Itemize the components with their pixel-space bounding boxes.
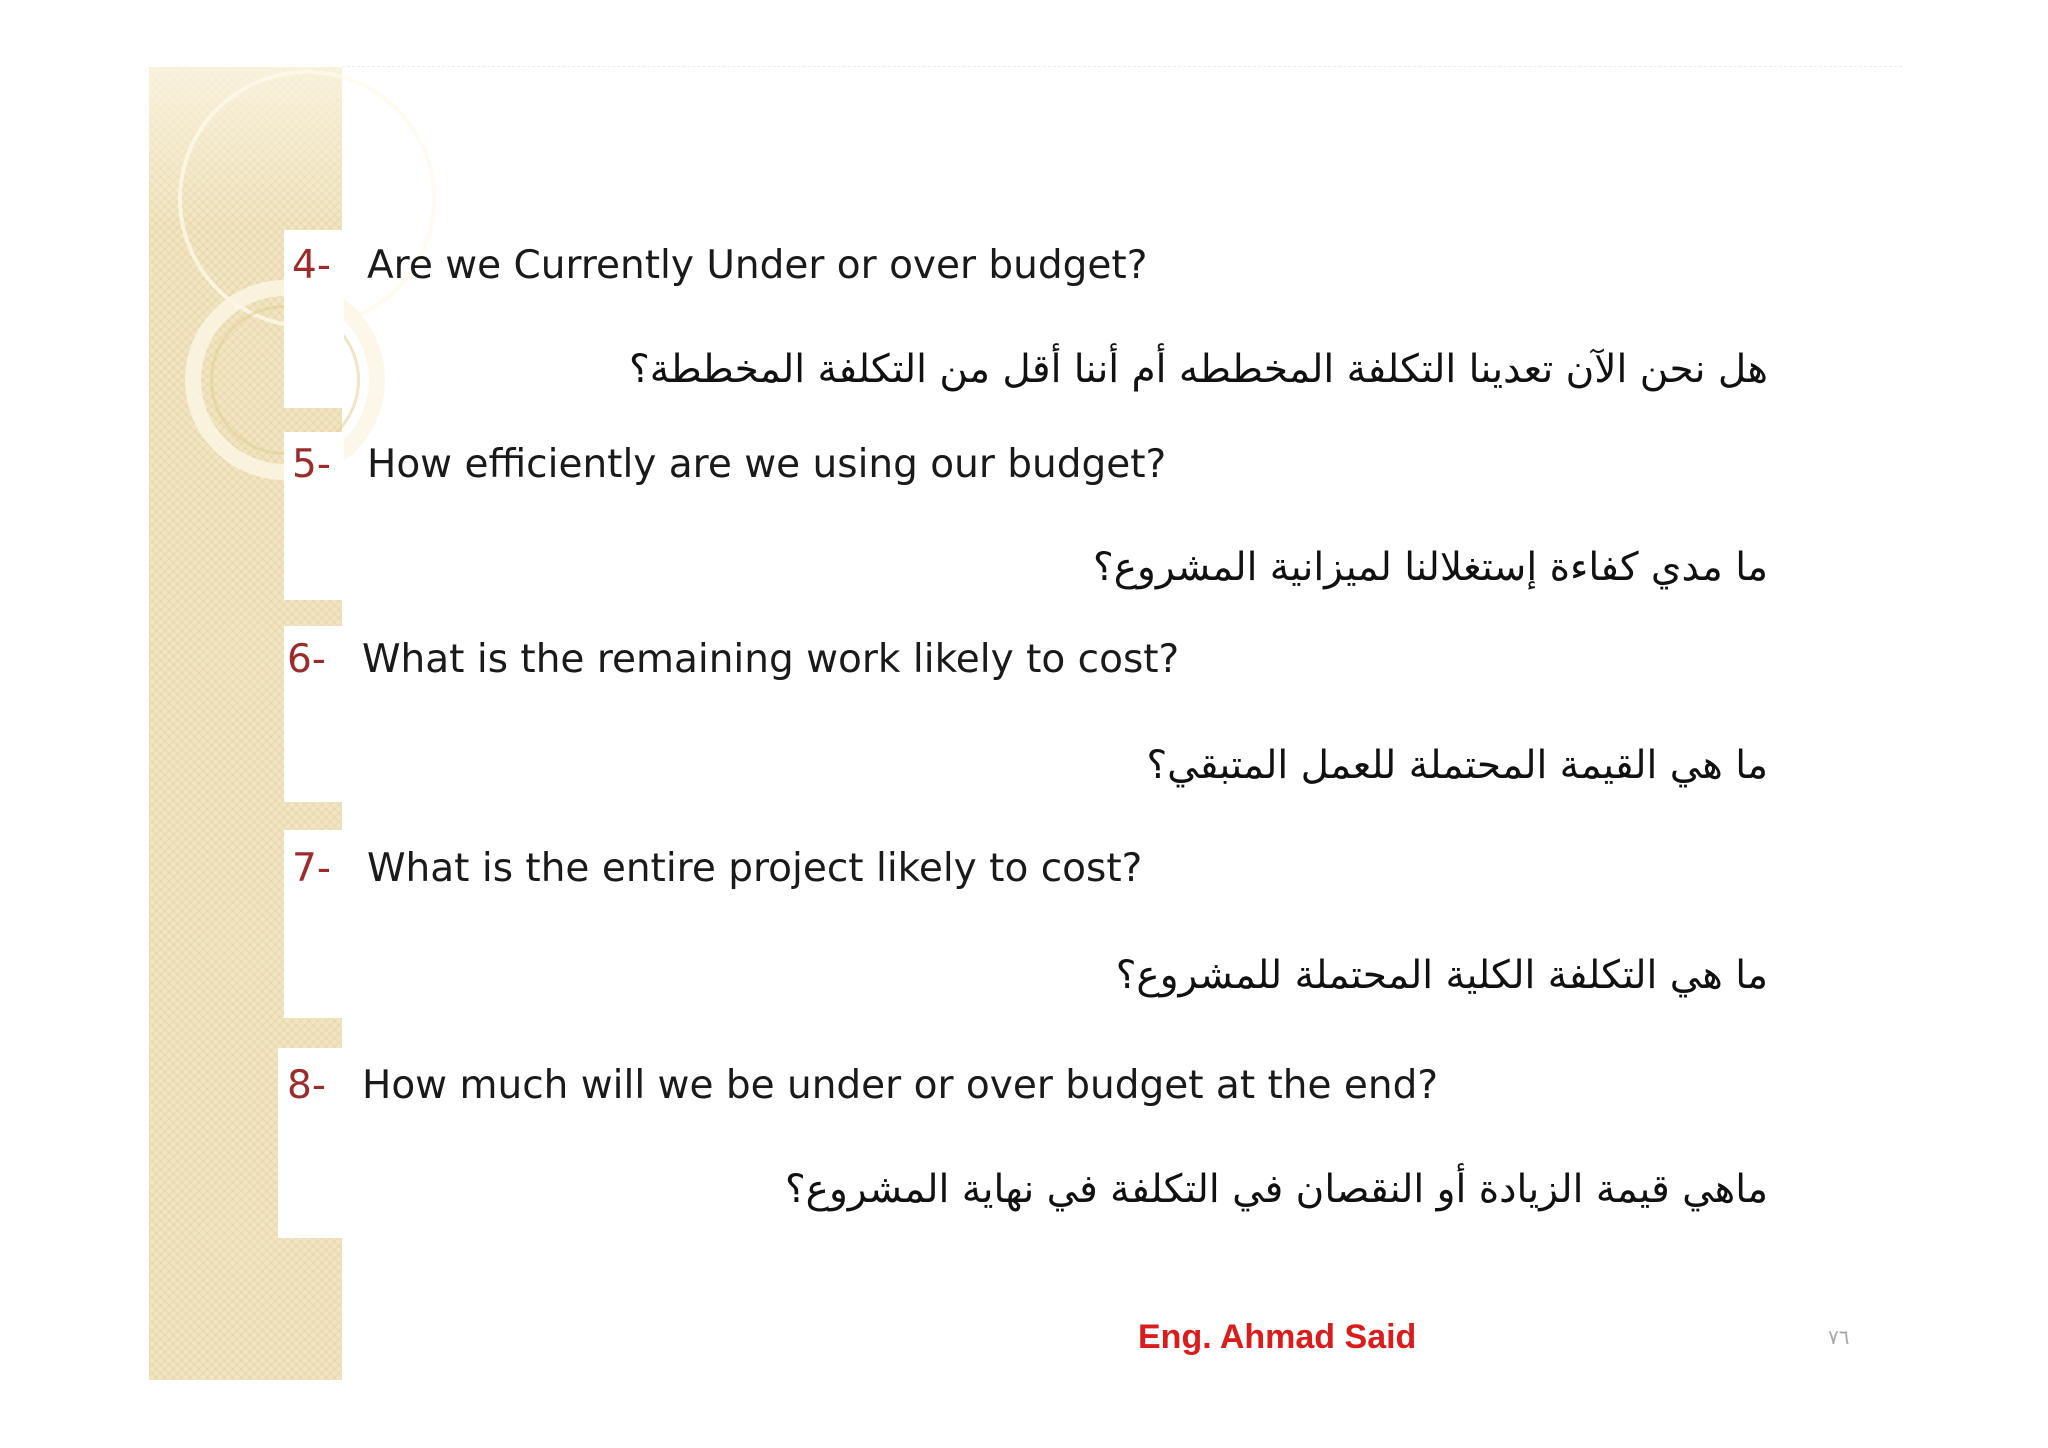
question-8	[287, 1063, 1439, 1108]
question-5	[292, 442, 1167, 487]
question-text: Are we Currently Under or over budget?	[367, 243, 1148, 288]
question-8-arabic: ماهي قيمة الزيادة أو النقصان في التكلفة في نهاية المشروع؟	[784, 1167, 1768, 1212]
question-6-arabic: ما هي القيمة المحتملة للعمل المتبقي؟	[1146, 743, 1768, 788]
question-number: 8-	[287, 1063, 326, 1108]
question-6	[287, 637, 1180, 682]
sidebar-highlight	[149, 67, 342, 227]
page-number: ٧٦	[1828, 1325, 1850, 1349]
author-name: Eng. Ahmad Said	[1138, 1318, 1417, 1356]
question-text: What is the remaining work likely to cost?	[362, 637, 1180, 682]
question-number: 4-	[292, 243, 331, 288]
question-4	[292, 243, 1148, 288]
question-text: How efficiently are we using our budget?	[367, 442, 1167, 487]
question-text: How much will we be under or over budget at the end?	[362, 1063, 1439, 1108]
question-5-arabic: ما مدي كفاءة إستغلالنا لميزانية المشروع؟	[1093, 545, 1768, 590]
question-number: 6-	[287, 637, 326, 682]
question-4-arabic: هل نحن الآن تعدينا التكلفة المخططه أم أننا أقل من التكلفة المخططة؟	[629, 347, 1768, 392]
question-7-arabic: ما هي التكلفة الكلية المحتملة للمشروع؟	[1115, 953, 1768, 998]
question-7	[292, 846, 1143, 891]
top-divider	[342, 66, 1902, 67]
question-text: What is the entire project likely to cost?	[367, 846, 1143, 891]
question-number: 7-	[292, 846, 331, 891]
question-number: 5-	[292, 442, 331, 487]
